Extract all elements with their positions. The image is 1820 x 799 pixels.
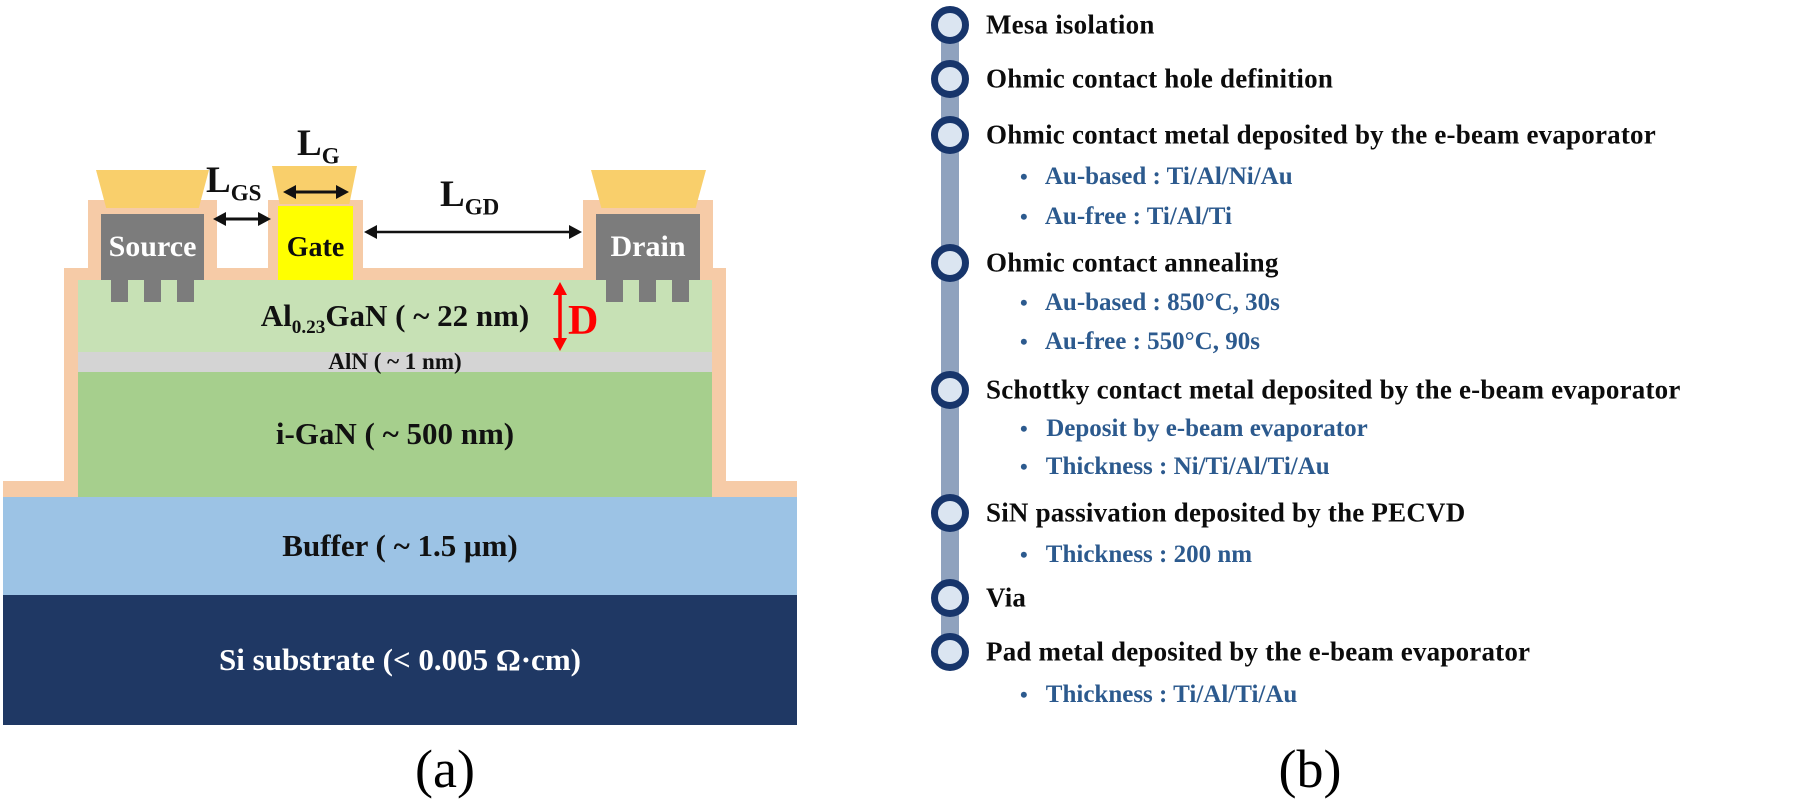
bullet-dot-icon: •	[1020, 164, 1028, 189]
step-marker-icon	[931, 60, 969, 98]
aln-label: AlN ( ~ 1 nm)	[328, 349, 462, 374]
bullet-dot-icon: •	[1020, 416, 1028, 441]
step-marker-icon	[931, 371, 969, 409]
igan-label: i-GaN ( ~ 500 nm)	[275, 416, 515, 451]
step-label: SiN passivation deposited by the PECVD	[986, 497, 1466, 528]
gate-label: Gate	[286, 232, 345, 263]
lg-dimension-label: $L_G$	[297, 123, 340, 169]
step-bullet	[1020, 681, 1297, 709]
bullet-dot-icon: •	[1020, 204, 1028, 229]
step-bullet	[1020, 289, 1280, 317]
step-label: Ohmic contact hole definition	[986, 63, 1334, 94]
bullet-text: Au-based : 850°C, 30s	[1040, 289, 1280, 316]
step-label: Pad metal deposited by the e-beam evaporator	[986, 636, 1531, 667]
step-label: Ohmic contact annealing	[986, 247, 1279, 278]
bullet-text: Au-free : Ti/Al/Ti	[1040, 203, 1232, 230]
buffer-label: Buffer ( ~ 1.5 μm)	[282, 528, 518, 563]
step-bullet	[1020, 453, 1330, 481]
bullet-text: Thickness : Ti/Al/Ti/Au	[1040, 681, 1298, 708]
bullet-text: Thickness : Ni/Ti/Al/Ti/Au	[1040, 453, 1330, 480]
step-marker-icon	[931, 6, 969, 44]
step-label: Mesa isolation	[986, 9, 1155, 40]
step-bullet	[1020, 163, 1293, 191]
bullet-dot-icon: •	[1020, 329, 1028, 354]
algan-label: $Al_{0.23}GaN$ ( ~ 22 nm)	[260, 298, 530, 339]
d-dimension-label: D	[568, 298, 599, 344]
bullet-text: Au-based : Ti/Al/Ni/Au	[1040, 163, 1293, 190]
step-bullet	[1020, 328, 1260, 356]
lgd-dimension-label: $L_{GD}$	[440, 174, 500, 220]
step-marker-icon	[931, 494, 969, 532]
step-label: Ohmic contact metal deposited by the e-beam evaporator	[986, 119, 1656, 150]
step-bullet	[1020, 541, 1252, 569]
step-marker-icon	[931, 579, 969, 617]
step-marker-icon	[931, 633, 969, 671]
bullet-dot-icon: •	[1020, 542, 1028, 567]
bullet-text: Au-free : 550°C, 90s	[1040, 328, 1260, 355]
source-label: Source	[108, 230, 197, 263]
bullet-text: Thickness : 200 nm	[1040, 541, 1253, 568]
step-label: Schottky contact metal deposited by the e-beam evaporator	[986, 374, 1681, 405]
bullet-dot-icon: •	[1020, 682, 1028, 707]
step-label: Via	[986, 582, 1027, 613]
step-bullet	[1020, 203, 1232, 231]
caption-a: (a)	[415, 739, 475, 799]
lgs-dimension-label: $L_{GS}$	[206, 160, 262, 206]
bullet-dot-icon: •	[1020, 290, 1028, 315]
bullet-dot-icon: •	[1020, 454, 1028, 479]
step-marker-icon	[931, 244, 969, 282]
drain-label: Drain	[610, 230, 686, 263]
si-substrate-label: Si substrate (< 0.005 Ω·cm)	[219, 642, 581, 677]
bullet-text: Deposit by e-beam evaporator	[1040, 415, 1368, 442]
caption-b: (b)	[1278, 739, 1342, 799]
step-bullet	[1020, 415, 1368, 443]
step-marker-icon	[931, 116, 969, 154]
